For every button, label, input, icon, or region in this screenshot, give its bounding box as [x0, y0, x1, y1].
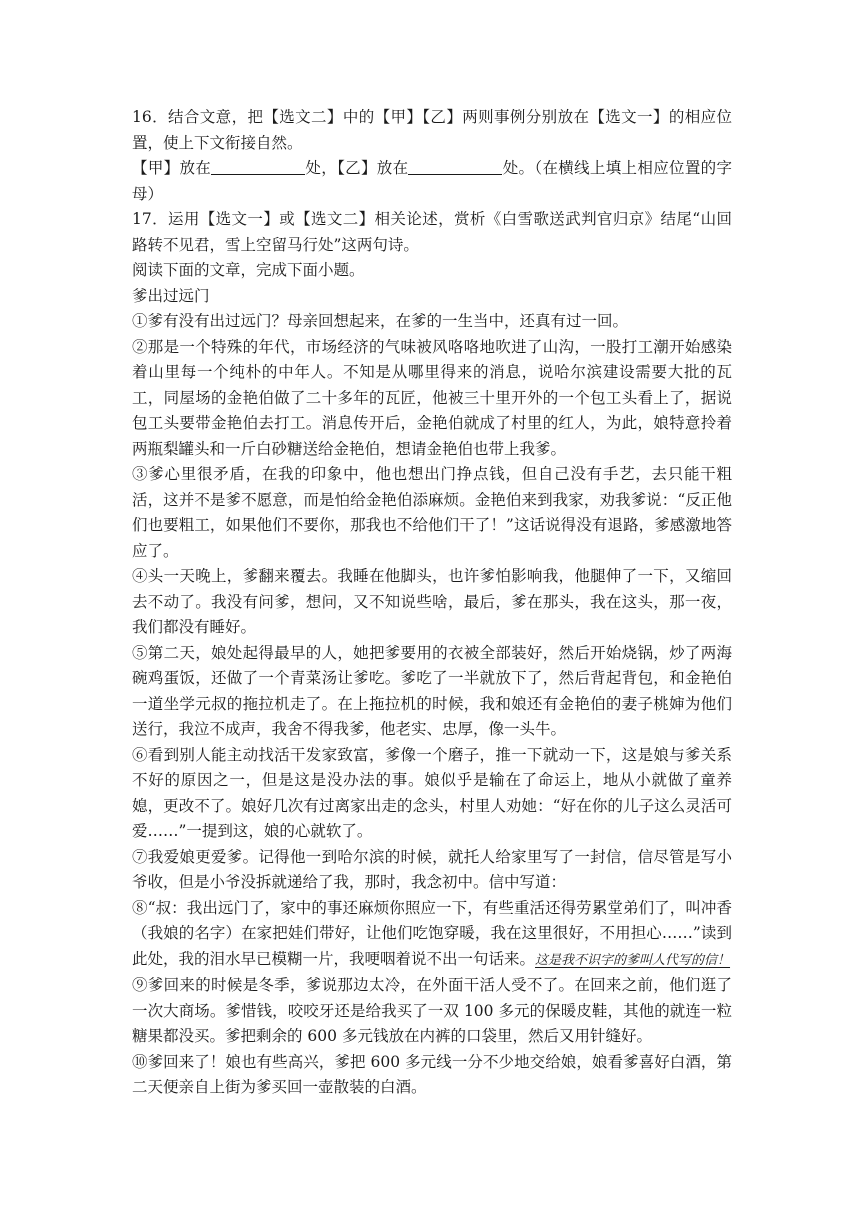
question-16-fill	[132, 156, 732, 207]
paragraph-6: ⑥看到别人能主动找活干发家致富，爹像一个磨子，推一下就动一下，这是娘与爹关系不好的原因之一，但是这是没办法的事。娘似乎是输在了命运上，地从小就做了童养媳，更改不了。娘好几次有过离家出走的念头，村里人劝她：“好在你的儿子这么灵活可爱……”一提到这，娘的心就软了。	[132, 745, 732, 840]
fill-part-3: 处。（在横线上填上相应位置的字母）	[132, 159, 732, 203]
paragraph-8	[132, 896, 732, 974]
question-17: 17．运用【选文一】或【选文二】相关论述，赏析《白雪歌送武判官归京》结尾“山回路转不见君，雪上空留马行处”这两句诗。	[132, 210, 732, 254]
paragraph-3: ③爹心里很矛盾，在我的印象中，他也想出门挣点钱，但自己没有手艺，去只能干粗活，这并不是爹不愿意，而是怕给金艳伯添麻烦。金艳伯来到我家，劝我爹说：“反正他们也要粗工，如果他们不要你，那我也不给他们干了！”这话说得没有退路，爹感激地答应了。	[132, 465, 732, 560]
answer-blank-jia[interactable]	[211, 157, 305, 175]
reading-instruction: 阅读下面的文章，完成下面小题。	[132, 261, 365, 279]
fill-part-2: 处，【乙】放在	[305, 159, 409, 177]
paragraph-10: ⑩爹回来了！娘也有些高兴，爹把 600 多元线一分不少地交给娘，娘看爹喜好白酒，第二天便亲自上街为爹买回一壶散装的白酒。	[132, 1052, 732, 1096]
answer-blank-yi[interactable]	[408, 157, 502, 175]
paragraph-1: ①爹有没有出过远门？母亲回想起来，在爹的一生当中，还真有过一回。	[132, 312, 629, 330]
paragraph-2: ②那是一个特殊的年代，市场经济的气味被风咯咯地吹进了山沟，一股打工潮开始感染着山里每一个纯朴的中年人。不知是从哪里得来的消息，说哈尔滨建设需要大批的瓦工，同屋场的金艳伯做了二十多年的瓦匠，他被三十里开外的一个包工头看上了，据说包工头要带金艳伯去打工。消息传开后，金艳伯就成了村里的红人，为此，娘特意拎着两瓶梨罐头和一斤白砂糖送给金艳伯，想请金艳伯也带上我爹。	[132, 337, 732, 458]
article-title: 爹出过远门	[132, 286, 210, 305]
fill-part-1: 【甲】放在	[132, 159, 212, 177]
paragraph-7: ⑦我爱娘更爱爹。记得他一到哈尔滨的时候，就托人给家里写了一封信，信尽管是写小爷收，但是小爷没拆就递给了我，那时，我念初中。信中写道：	[132, 847, 732, 891]
document-page	[132, 105, 732, 1101]
paragraph-8-emphasis: 这是我不识字的爹叫人代写的信！	[535, 952, 731, 968]
paragraph-9: ⑨爹回来的时候是冬季，爹说那边太冷，在外面干活人受不了。在回来之前，他们逛了一次大商场。爹惜钱，咬咬牙还是给我买了一双 100 多元的保暖皮鞋，其他的就连一粒糖果都没买。爹把剩余的 600 多元钱放在内裤的口袋里，然后又用针缝好。	[132, 976, 732, 1045]
paragraph-8-text: ⑧“叔：我出远门了，家中的事还麻烦你照应一下，有些重活还得劳累堂弟们了，叫冲香（我娘的名字）在家把娃们带好，让他们吃饱穿暖，我在这里很好，不用担心……”读到此处，我的泪水早已模糊一片，我哽咽着说不出一句话来。	[132, 898, 732, 968]
paragraph-4: ④头一天晚上，爹翻来覆去。我睡在他脚头，也许爹怕影响我，他腿伸了一下，又缩回去不动了。我没有问爹，想问，又不知说些啥，最后，爹在那头，我在这头，那一夜，我们都没有睡好。	[132, 567, 732, 636]
question-16: 16．结合文意，把【选文二】中的【甲】【乙】两则事例分别放在【选文一】的相应位置，使上下文衔接自然。	[132, 108, 732, 152]
paragraph-5: ⑤第二天，娘处起得最早的人，她把爹要用的衣被全部装好，然后开始烧锅，炒了两海碗鸡蛋饭，还做了一个青菜汤让爹吃。爹吃了一半就放下了，然后背起背包，和金艳伯一道坐学元叔的拖拉机走了。在上拖拉机的时候，我和娘还有金艳伯的妻子桃婶为他们送行，我泣不成声，我舍不得我爹，他老实、忠厚，像一头牛。	[132, 643, 732, 738]
